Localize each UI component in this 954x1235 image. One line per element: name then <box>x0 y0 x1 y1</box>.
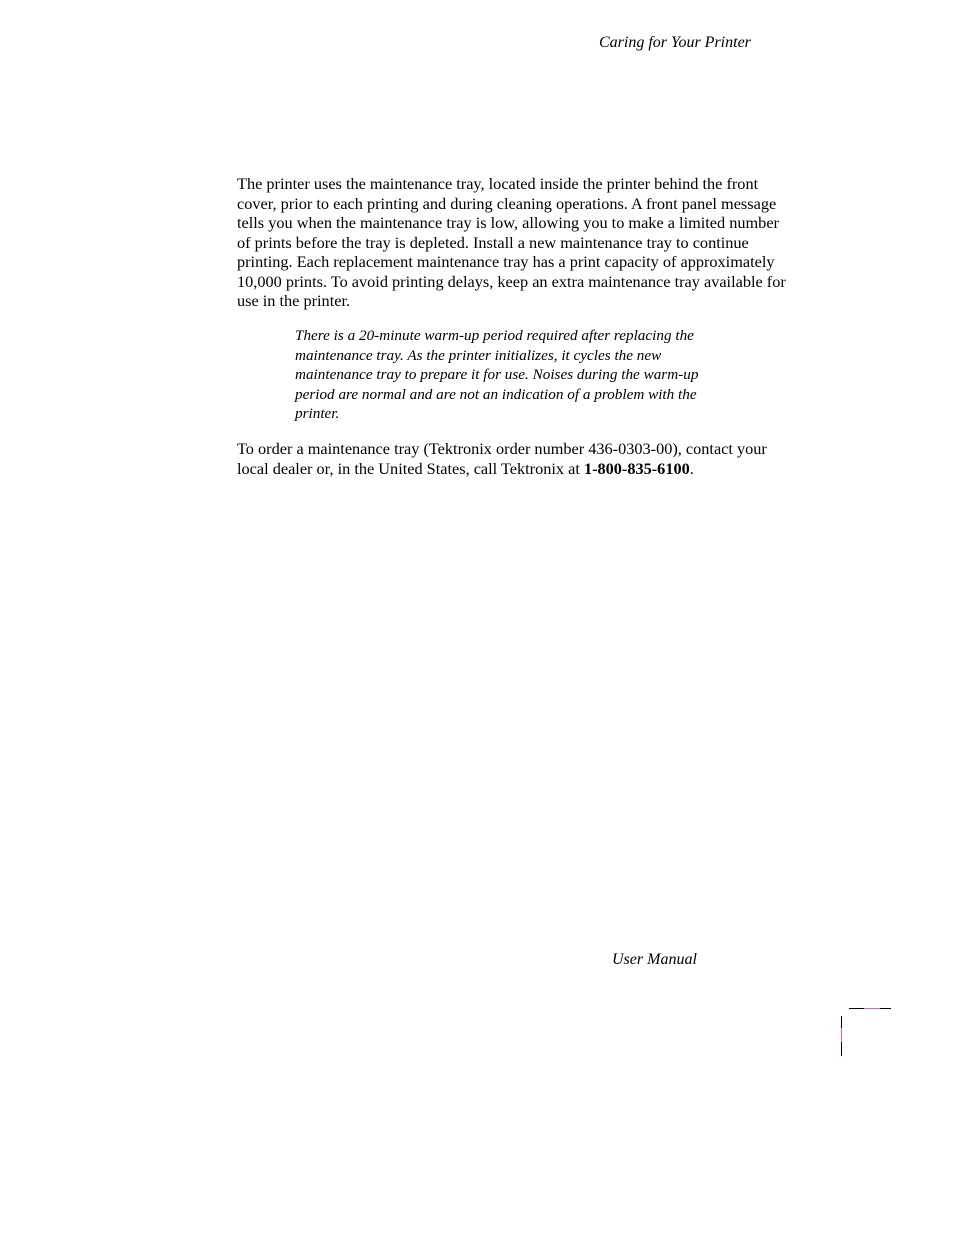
phone-number: 1-800-835-6100 <box>583 458 690 478</box>
crop-mark-vertical-accent <box>841 1028 842 1042</box>
ordering-text: To order a maintenance tray (Tektronix order number 436-0303-00), contact your local dealer or, in the United States, call Tektronix at <box>237 439 767 478</box>
body-paragraph-ordering <box>237 439 789 478</box>
crop-mark-horizontal-accent <box>864 1008 880 1009</box>
footer-manual-title: User Manual <box>612 951 697 968</box>
ordering-text-end: . <box>689 458 694 478</box>
running-header: Caring for Your Printer <box>599 34 751 51</box>
note-warm-up-period: There is a 20-minute warm-up period required after replacing the maintenance tray. As the printer initializes, it cycles the new maintenance tray to prepare it for use. Noises during the warm-up period are normal and are not an indication of a problem with the printer. <box>295 327 699 422</box>
body-paragraph-maintenance-tray: The printer uses the maintenance tray, located inside the printer behind the front cover, prior to each printing and during cleaning operations. A front panel message tells you when the maintenance tray is low, allowing you to make a limited number of prints before the tray is depleted. Install a new maintenance tray to continue printing. Each replacement maintenance tray has a print capacity of approximately 10,000 prints. To avoid printing delays, keep an extra maintenance tray available for use in the printer. <box>237 174 786 310</box>
